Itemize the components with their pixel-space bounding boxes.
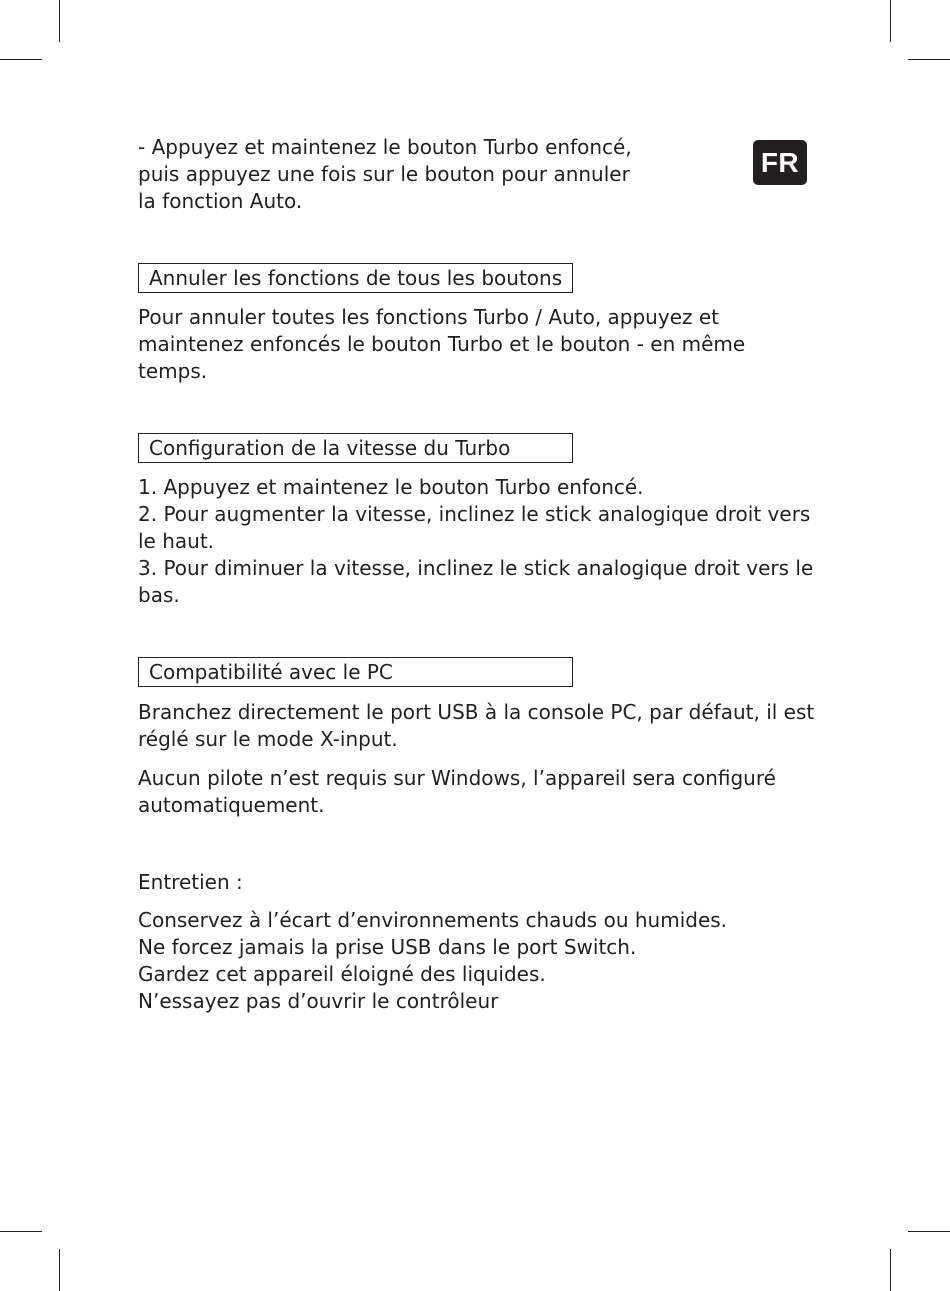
section-heading-cancel-all: Annuler les fonctions de tous les boutons xyxy=(138,263,573,293)
section-paragraph: 1. Appuyez et maintenez le bouton Turbo enfoncé. 2. Pour augmenter la vitesse, inclinez le stick analogique droit vers le haut. 3. Pour diminuer la vitesse, inclinez le stick analogique droit vers le bas. xyxy=(138,475,814,607)
maintenance-title-block xyxy=(138,869,818,896)
crop-mark-bottom-right-horizontal xyxy=(908,1231,950,1232)
crop-mark-bottom-left-horizontal xyxy=(0,1231,42,1232)
section-body-pc-drivers xyxy=(138,765,818,819)
section-paragraph: Aucun pilote n’est requis sur Windows, l’appareil sera configuré automatiquement. xyxy=(138,766,776,817)
crop-mark-bottom-right-vertical xyxy=(890,1249,891,1291)
maintenance-title: Entretien : xyxy=(138,870,243,894)
section-body-pc-compatibility xyxy=(138,699,818,753)
section-heading-turbo-speed: Configuration de la vitesse du Turbo xyxy=(138,433,573,463)
intro-text: - Appuyez et maintenez le bouton Turbo enfoncé, puis appuyez une fois sur le bouton pour annuler la fonction Auto. xyxy=(138,135,632,213)
crop-mark-bottom-left-vertical xyxy=(59,1249,60,1291)
section-heading-pc-compatibility: Compatibilité avec le PC xyxy=(138,657,573,687)
section-paragraph: Pour annuler toutes les fonctions Turbo / Auto, appuyez et maintenez enfoncés le bouton Turbo et le bouton - en même temps. xyxy=(138,305,746,383)
crop-mark-top-right-horizontal xyxy=(908,59,950,60)
crop-mark-top-right-vertical xyxy=(890,0,891,42)
section-body-turbo-speed xyxy=(138,474,818,609)
maintenance-text: Conservez à l’écart d’environnements chauds ou humides. Ne forcez jamais la prise USB dans le port Switch. Gardez cet appareil éloigné des liquides. N’essayez pas d’ouvrir le contrôleur xyxy=(138,908,728,1013)
language-badge: FR xyxy=(753,140,807,185)
crop-mark-top-left-vertical xyxy=(59,0,60,42)
crop-mark-top-left-horizontal xyxy=(0,59,42,60)
section-body-cancel-all xyxy=(138,304,818,385)
intro-block xyxy=(138,134,818,215)
section-paragraph: Branchez directement le port USB à la console PC, par défaut, il est réglé sur le mode X-input. xyxy=(138,700,815,751)
maintenance-body xyxy=(138,907,818,1015)
